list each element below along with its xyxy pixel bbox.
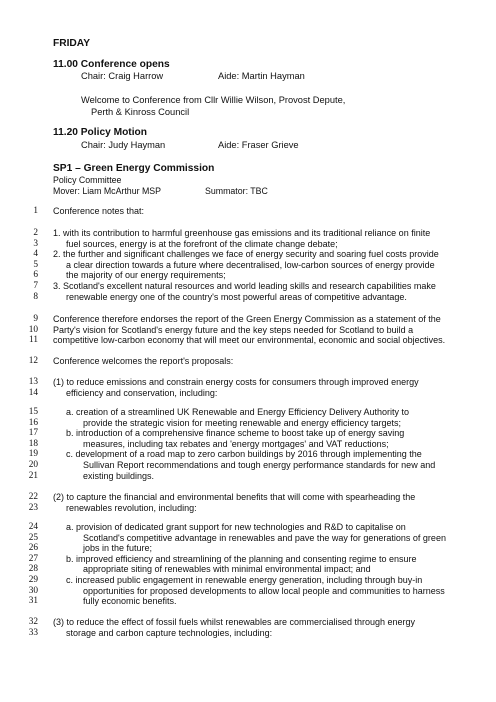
motion-mover: Mover: Liam McArthur MSP <box>53 186 162 196</box>
session-aide: Aide: Martin Hayman <box>218 71 305 81</box>
line-number: 12 <box>28 356 38 366</box>
line-number: 16 <box>28 417 38 428</box>
line-number: 18 <box>28 438 38 449</box>
line-text: appropriate siting of renewables with minimal environmental impact; and <box>83 564 371 575</box>
line-text: opportunities for proposed developments to allow local people and communities to harness <box>83 585 445 596</box>
line-text: Conference notes that: <box>53 206 145 216</box>
line-text: fully economic benefits. <box>83 596 177 607</box>
line-number: 25 <box>28 532 38 543</box>
line-number: 3 <box>33 238 38 249</box>
line-text: Scotland's competitive advantage in renewables and pave the way for generations of green <box>83 532 446 543</box>
line-text: measures, including tax rebates and 'energy mortgages' and VAT reductions; <box>83 438 389 449</box>
line-number: 9 <box>33 314 38 324</box>
session-chair: Chair: Craig Harrow <box>81 71 164 81</box>
line-text: the majority of our energy requirements; <box>66 270 226 281</box>
line-number: 32 <box>28 617 38 627</box>
line-number: 24 <box>28 522 38 532</box>
line-number: 4 <box>33 249 38 260</box>
line-text: (3) to reduce the effect of fossil fuels whilst renewables are commercialised through energy <box>53 617 416 627</box>
session-heading: 11.00 Conference opens <box>53 59 170 70</box>
session-chair: Chair: Judy Hayman <box>81 140 166 150</box>
line-text: b. introduction of a comprehensive finance scheme to boost take up of energy saving <box>66 428 405 439</box>
line-number: 11 <box>29 335 38 346</box>
line-number: 20 <box>28 460 38 470</box>
line-text: Conference therefore endorses the report of the Green Energy Commission as a statement of the <box>53 314 441 324</box>
line-number: 30 <box>28 585 38 596</box>
line-number: 13 <box>28 377 38 387</box>
line-text: a. creation of a streamlined UK Renewable and Energy Efficiency Delivery Authority to <box>66 407 410 417</box>
line-text: jobs in the future; <box>83 543 153 554</box>
line-text: Sullivan Report recommendations and tough energy performance standards for new and <box>83 460 436 470</box>
day-heading: FRIDAY <box>53 38 90 49</box>
line-number: 1 <box>33 206 38 216</box>
motion-summator: Summator: TBC <box>205 186 268 196</box>
line-text: efficiency and conservation, including: <box>66 387 218 398</box>
line-number: 21 <box>28 470 38 481</box>
line-number: 17 <box>28 428 38 439</box>
line-text: b. improved efficiency and streamlining of the planning and consenting regime to ensure <box>66 553 417 564</box>
line-number: 2 <box>33 228 38 238</box>
line-number: 27 <box>28 553 38 564</box>
line-number: 14 <box>28 387 38 398</box>
line-text: 1. with its contribution to harmful greenhouse gas emissions and its traditional reliance on finite <box>53 228 431 238</box>
session-aide: Aide: Fraser Grieve <box>218 140 299 150</box>
motion-title: SP1 – Green Energy Commission <box>53 163 215 174</box>
line-text: 2. the further and significant challenges we face of energy security and soaring fuel costs provide <box>53 249 439 260</box>
line-number: 33 <box>28 627 38 638</box>
line-number: 22 <box>28 492 38 502</box>
session-description: Welcome to Conference from Cllr Willie Wilson, Provost Depute, <box>81 95 346 105</box>
session-description-cont: Perth & Kinross Council <box>91 107 190 117</box>
line-text: existing buildings. <box>83 470 155 481</box>
line-number: 15 <box>28 407 38 417</box>
line-number: 6 <box>33 270 38 281</box>
line-number: 10 <box>28 324 38 335</box>
line-number: 5 <box>33 259 38 270</box>
motion-proposer: Policy Committee <box>53 175 122 185</box>
line-number: 31 <box>28 596 38 607</box>
line-number: 28 <box>28 564 38 575</box>
line-text: 3. Scotland's excellent natural resources and world leading skills and research capabilities make <box>53 281 436 291</box>
line-text: c. increased public engagement in renewable energy generation, including through buy-in <box>66 575 423 585</box>
line-number: 8 <box>33 291 38 302</box>
line-text: renewable energy one of the country's most powerful areas of competitive advantage. <box>66 291 407 302</box>
line-text: renewables revolution, including: <box>66 502 197 513</box>
line-text: Party's vision for Scotland's energy future and the key steps needed for Scotland to build a <box>53 324 414 335</box>
line-number: 23 <box>28 502 38 513</box>
line-text: c. development of a road map to zero carbon buildings by 2016 through implementing the <box>66 449 422 460</box>
line-number: 19 <box>28 449 38 460</box>
line-text: provide the strategic vision for meeting renewable and energy efficiency targets; <box>83 417 402 428</box>
line-number: 29 <box>28 575 38 585</box>
line-text: (1) to reduce emissions and constrain energy costs for consumers through improved energy <box>53 377 419 387</box>
line-text: a clear direction towards a future where decentralised, low-carbon sources of energy provide <box>66 259 435 270</box>
session-heading: 11.20 Policy Motion <box>53 127 147 138</box>
line-number: 26 <box>28 543 38 554</box>
line-text: (2) to capture the financial and environmental benefits that will come with spearheading the <box>53 492 416 502</box>
line-text: Conference welcomes the report's proposals: <box>53 356 234 366</box>
line-text: a. provision of dedicated grant support for new technologies and R&D to capitalise on <box>66 522 406 532</box>
line-text: storage and carbon capture technologies, including: <box>66 627 273 638</box>
line-text: fuel sources, energy is at the forefront of the climate change debate; <box>66 238 338 249</box>
line-number: 7 <box>33 281 38 291</box>
line-text: competitive low-carbon economy that will meet our environmental, economic and social objectives. <box>53 335 446 346</box>
